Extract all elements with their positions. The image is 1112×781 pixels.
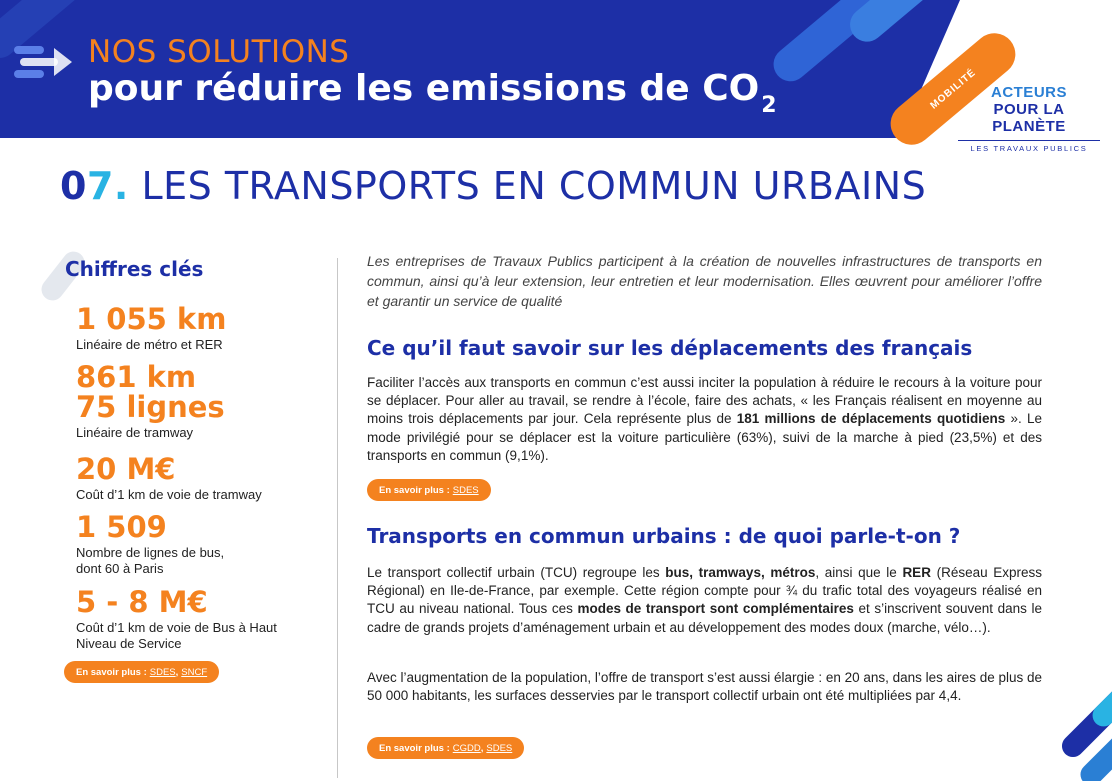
stat-label: Nombre de lignes de bus, bbox=[76, 545, 225, 560]
text-run: Le transport collectif urbain (TCU) regroupe les bbox=[367, 565, 666, 580]
column-divider bbox=[337, 258, 338, 778]
corner-decoration bbox=[1032, 671, 1112, 781]
stat-tram-cost bbox=[76, 454, 262, 503]
stat-bhns-cost bbox=[76, 587, 277, 652]
stat-value-2: 75 lignes bbox=[76, 390, 225, 424]
text-run: et s’inscrivent souvent dans le cadre de grands projets d’aménagement urbain et au développement des modes doux (marche, vélo…). bbox=[367, 601, 1042, 635]
more-prefix: En savoir plus : bbox=[76, 666, 147, 678]
logo-line3: LES TRAVAUX PUBLICS bbox=[958, 140, 1100, 153]
link-sdes[interactable]: SDES bbox=[149, 666, 176, 678]
text-run: ». Le mode privilégié pour se déplacer est la voiture particulière (63%), suivi de la marche à pied (23,5%) et des transports en commun (9,1%). bbox=[367, 411, 1043, 463]
intro-paragraph: Les entreprises de Travaux Publics participent à la création de nouvelles infrastructures de transports en commun, ainsi qu’à leur extension, leur entretien et leur modernisation. Elles œuvrent pour améliorer l’offre et garantir un service de qualité bbox=[367, 253, 1042, 309]
acteurs-planete-logo bbox=[958, 84, 1100, 153]
link-sdes[interactable]: SDES bbox=[486, 742, 513, 754]
logo-line1: ACTEURS bbox=[990, 84, 1067, 101]
more-prefix: En savoir plus : bbox=[379, 484, 450, 496]
text-run-bold: 181 millions de déplacements quotidiens bbox=[736, 411, 1006, 427]
text-run-bold: bus, tramways, métros bbox=[665, 565, 816, 580]
link-separator: , bbox=[175, 666, 179, 678]
stat-value: 1 055 km bbox=[76, 302, 227, 336]
section-number-b: 7. bbox=[86, 164, 129, 208]
paragraph-deplacements bbox=[367, 374, 1042, 465]
double-arrow-icon bbox=[14, 40, 72, 88]
stat-value: 861 km bbox=[76, 360, 197, 394]
headline-subscript: 2 bbox=[761, 93, 777, 118]
more-info-pill-left bbox=[64, 661, 219, 683]
more-info-pill-s1 bbox=[367, 479, 491, 501]
mobilite-label: MOBILITÉ bbox=[928, 66, 978, 112]
stat-tramway bbox=[76, 362, 225, 441]
stat-label-2: Niveau de Service bbox=[76, 636, 182, 651]
stat-value: 1 509 bbox=[76, 510, 167, 544]
stat-label-2: dont 60 à Paris bbox=[76, 561, 164, 576]
stat-label: Coût d’1 km de voie de tramway bbox=[76, 487, 262, 502]
section-title bbox=[60, 164, 926, 208]
paragraph-tcu bbox=[367, 564, 1042, 637]
header-kicker: NOS SOLUTIONS bbox=[88, 34, 350, 70]
text-run-bold: modes de transport sont complémentaires bbox=[577, 601, 854, 617]
more-info-pill-s2 bbox=[367, 737, 524, 759]
link-cgdd[interactable]: CGDD bbox=[452, 742, 481, 754]
section-number-a: 0 bbox=[60, 164, 87, 208]
stat-label: Linéaire de tramway bbox=[76, 425, 194, 440]
stat-bus-lines bbox=[76, 512, 224, 577]
text-run: (Réseau Express Régional) en Ile-de-France, par exemple. Cette région compte pour ¾ du trafic total des voyageurs réalisé en TCU au niveau national. Tous ces bbox=[367, 565, 1043, 617]
link-sncf[interactable]: SNCF bbox=[181, 666, 208, 678]
key-figures-title: Chiffres clés bbox=[65, 257, 204, 281]
decor-stripe bbox=[843, 0, 957, 49]
text-run-bold: RER bbox=[902, 565, 931, 580]
section-title-text: LES TRANSPORTS EN COMMUN URBAINS bbox=[141, 164, 927, 208]
headline-text: pour réduire les emissions de CO bbox=[88, 68, 760, 109]
link-separator: , bbox=[480, 742, 484, 754]
stat-value: 20 M€ bbox=[76, 452, 176, 486]
link-sdes[interactable]: SDES bbox=[452, 484, 479, 496]
more-prefix: En savoir plus : bbox=[379, 742, 450, 754]
text-run: Faciliter l’accès aux transports en commun c’est aussi inciter la population à réduire le recours à la voiture pour se déplacer. Pour aller au travail, se rendre à l’école, faire des achats, « les Français réalisent en moyenne au moins trois déplacements par jour. Cela représente plus de bbox=[367, 375, 1042, 427]
logo-line2: POUR LA PLANÈTE bbox=[992, 101, 1066, 135]
header-headline bbox=[88, 68, 777, 118]
heading-tcu: Transports en commun urbains : de quoi parle-t-on ? bbox=[367, 524, 961, 548]
stat-metro bbox=[76, 304, 226, 353]
heading-deplacements: Ce qu’il faut savoir sur les déplacements des français bbox=[367, 336, 973, 360]
stat-label: Coût d’1 km de voie de Bus à Haut bbox=[76, 620, 277, 635]
stat-label: Linéaire de métro et RER bbox=[76, 337, 223, 352]
paragraph-growth: Avec l’augmentation de la population, l’offre de transport s’est aussi élargie : en 20 ans, dans les aires de plus de 50 000 habitants, les surfaces desservies par le transport collectif urbain ont été multipliées par 4,4. bbox=[367, 670, 1042, 704]
text-run: , ainsi que le bbox=[815, 565, 903, 580]
stat-value: 5 - 8 M€ bbox=[76, 585, 208, 619]
